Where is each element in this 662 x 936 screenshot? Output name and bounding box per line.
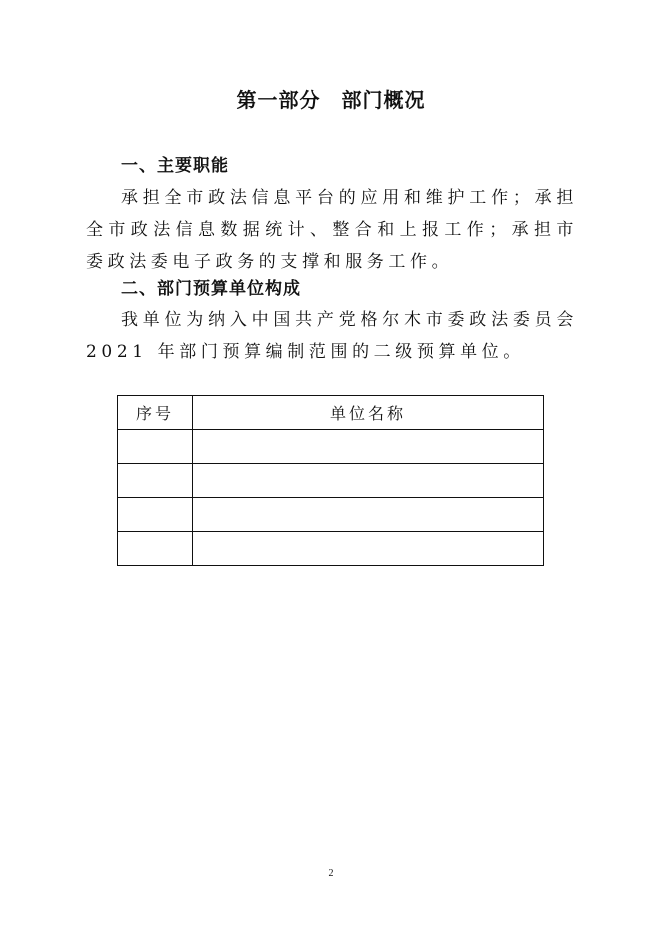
section-heading-main-functions: 一、主要职能 [121, 156, 229, 176]
section-body-budget-units: 我单位为纳入中国共产党格尔木市委政法委员会 2021 年部门预算编制范围的二级预算单位。 [86, 310, 578, 362]
budget-units-table [117, 395, 544, 566]
header-serial-number: 序号 [118, 396, 193, 430]
cell-serial-number [118, 532, 193, 566]
cell-unit-name [193, 532, 544, 566]
cell-unit-name [193, 430, 544, 464]
header-unit-name: 单位名称 [193, 396, 544, 430]
table-row [118, 464, 544, 498]
cell-unit-name [193, 464, 544, 498]
cell-serial-number [118, 498, 193, 532]
table-row [118, 532, 544, 566]
page-number: 2 [328, 868, 334, 879]
section-body-main-functions: 承担全市政法信息平台的应用和维护工作；承担全市政法信息数据统计、整合和上报工作；承担市委政法委电子政务的支撑和服务工作。 [86, 188, 578, 272]
section-heading-budget-units: 二、部门预算单位构成 [121, 279, 301, 299]
page-title: 第一部分 部门概况 [236, 88, 426, 112]
cell-serial-number [118, 430, 193, 464]
cell-unit-name [193, 498, 544, 532]
cell-serial-number [118, 464, 193, 498]
table-row [118, 498, 544, 532]
table-header-row [118, 396, 544, 430]
table-row [118, 430, 544, 464]
